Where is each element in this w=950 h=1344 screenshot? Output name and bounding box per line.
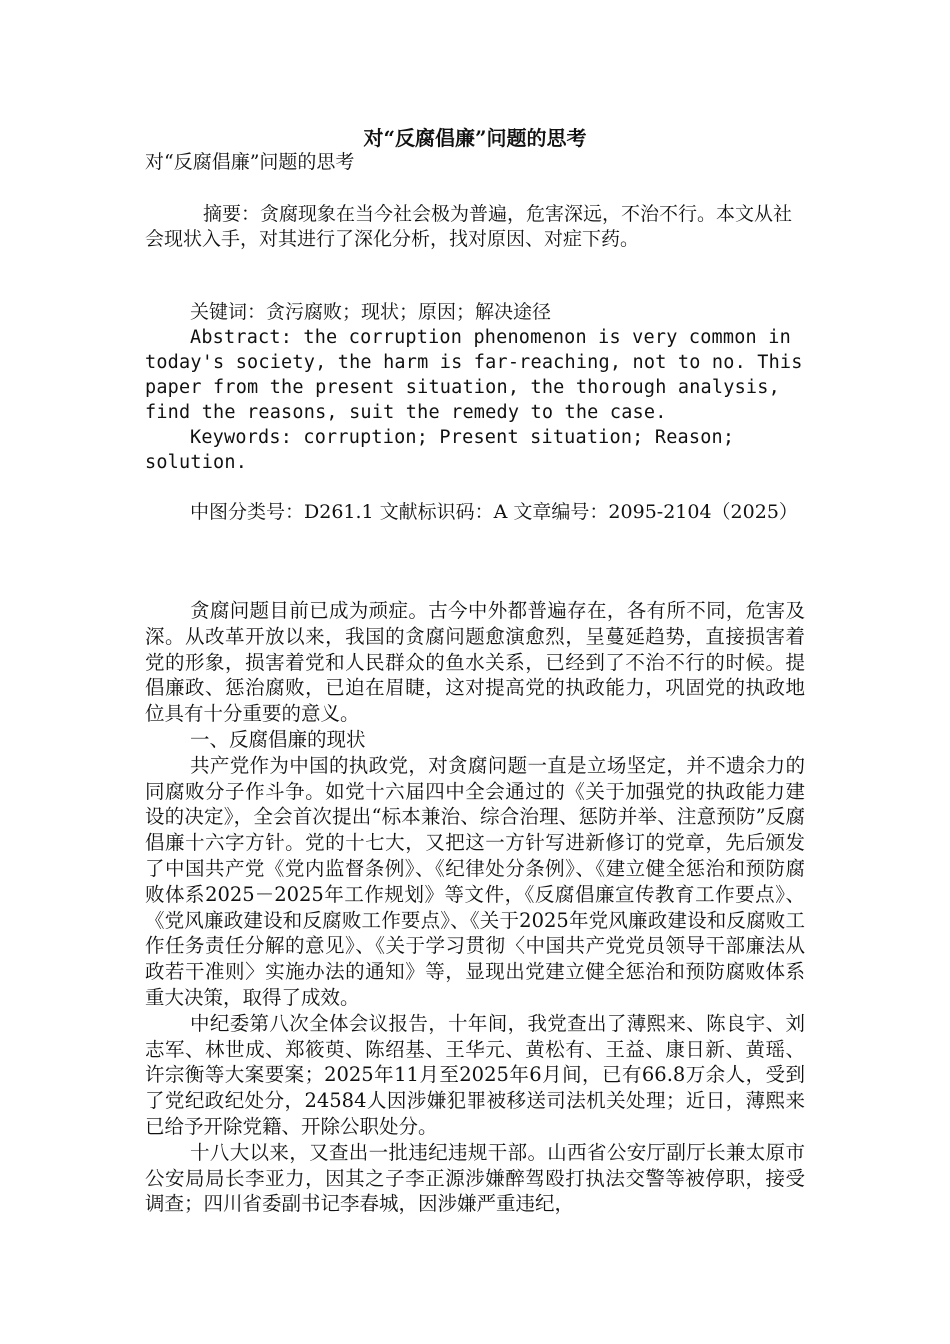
section-heading: 一、反腐倡廉的现状: [190, 727, 366, 751]
paragraph-discipline-report: 中纪委第八次全体会议报告，十年间，我党查出了薄熙来、陈良宇、刘志军、林世成、郑筱萸、陈绍基、王华元、黄松有、王益、康日新、黄瑶、许宗衡等大案要案；2025年11月至2025年6月间，已有66.8万余人，受到了党纪政纪处分，24584人因涉嫌犯罪被移送司法机关处理；近日，薄熙来已给予开除党籍、开除公职处分。: [145, 1011, 805, 1138]
paragraph-party-measures: 共产党作为中国的执政党，对贪腐问题一直是立场坚定，并不遗余力的同腐败分子作斗争。如党十六届四中全会通过的《关于加强党的执政能力建设的决定》，全会首次提出“标本兼治、综合治理、惩防并举、注意预防”反腐倡廉十六字方针。党的十七大，又把这一方针写进新修订的党章，先后颁发了中国共产党《党内监督条例》、《纪律处分条例》、《建立健全惩治和预防腐败体系2025－2025年工作规划》等文件，《反腐倡廉宣传教育工作要点》、《党风廉政建设和反腐败工作要点》、《关于2025年党风廉政建设和反腐败工作任务责任分解的意见》、《关于学习贯彻〈中国共产党党员领导干部廉法从政若干准则〉实施办法的通知》等，显现出党建立健全惩治和预防腐败体系重大决策，取得了成效。: [145, 753, 805, 1009]
article-body: [145, 598, 805, 1217]
paragraph-recent-cases: 十八大以来，又查出一批违纪违规干部。山西省公安厅副厅长兼太原市公安局局长李亚力，因其之子李正源涉嫌醉驾殴打执法交警等被停职，接受调查；四川省委副书记李春城，因涉嫌严重违纪，: [145, 1140, 805, 1216]
abstract-english: Abstract: the corruption phenomenon is very common in today's society, the harm is far-reaching, not to no. This paper from the present situation, the thorough analysis, find the reasons, suit the remedy to the case.: [145, 327, 803, 423]
document-title: 对“反腐倡廉”问题的思考: [363, 126, 587, 150]
paragraph-intro: 贪腐问题目前已成为顽症。古今中外都普遍存在，各有所不同，危害及深。从改革开放以来，我国的贪腐问题愈演愈烈，呈蔓延趋势，直接损害着党的形象，损害着党和人民群众的鱼水关系，已经到了不治不行的时候。提倡廉政、惩治腐败，已迫在眉睫，这对提高党的执政能力，巩固党的执政地位具有十分重要的意义。: [145, 599, 805, 726]
document-subtitle: 对“反腐倡廉”问题的思考: [145, 151, 355, 173]
abstract-chinese: 摘要：贪腐现象在当今社会极为普遍，危害深远，不治不行。本文从社会现状入手，对其进行了深化分析，找对原因、对症下药。: [145, 203, 793, 250]
keywords-english: Keywords: corruption; Present situation; Reason; solution.: [145, 427, 735, 473]
classification-info: 中图分类号：D261.1 文献标识码：A 文章编号：2095-2104（2025）: [190, 501, 798, 523]
keywords-chinese: 关键词：贪污腐败；现状；原因；解决途径: [190, 301, 552, 323]
